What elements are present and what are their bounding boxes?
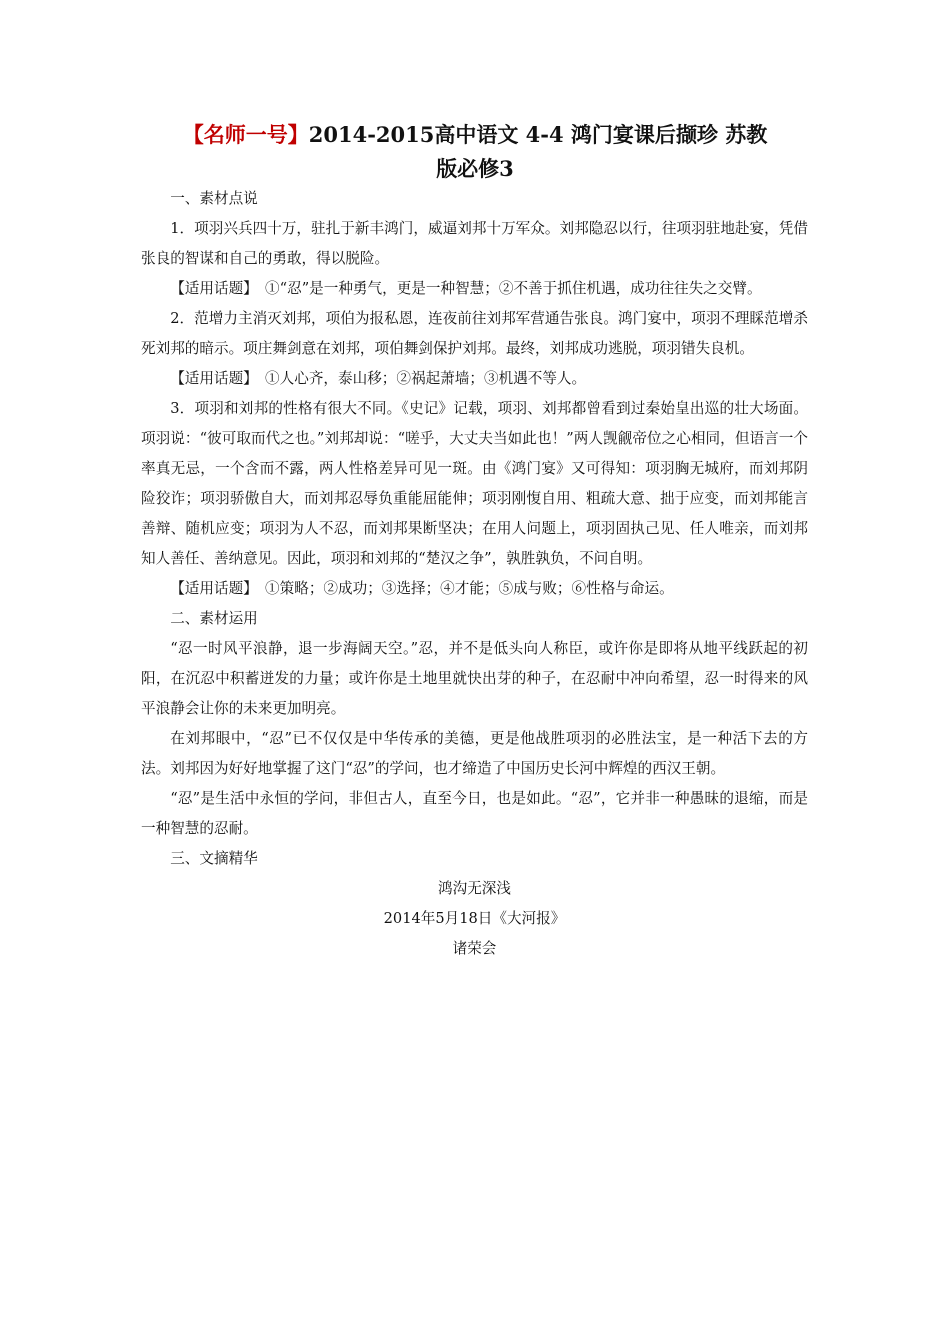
- usage-paragraph-3: “忍”是生活中永恒的学问，非但古人，直至今日，也是如此。“忍”，它并非一种愚昧的退缩，而是一种智慧的忍耐。: [141, 790, 808, 837]
- article-author: 诸荣会: [452, 940, 497, 957]
- title-text: 2014-2015高中语文 4-4 鸿门宴课后撷珍 苏教: [308, 122, 768, 147]
- section-heading-3: 三、文摘精华: [170, 850, 258, 867]
- material-paragraph-2: 2．范增力主消灭刘邦，项伯为报私恩，连夜前往刘邦军营通告张良。鸿门宴中，项羽不理睬范增杀死刘邦的暗示。项庄舞剑意在刘邦，项伯舞剑保护刘邦。最终，刘邦成功逃脱，项羽错失良机。: [141, 310, 808, 357]
- usage-paragraph-1: “忍一时风平浪静，退一步海阔天空。”忍，并不是低头向人称臣，或许你是即将从地平线跃起的初阳，在沉忍中积蓄迸发的力量；或许你是土地里就快出芽的种子，在忍耐中冲向希望，忍一时得来的风平浪静会让你的未来更加明亮。: [141, 640, 808, 717]
- topics-paragraph-3: 【适用话题】 ①策略；②成功；③选择；④才能；⑤成与败；⑥性格与命运。: [170, 580, 674, 597]
- usage-paragraph-2: 在刘邦眼中，“忍”已不仅仅是中华传承的美德，更是他战胜项羽的必胜法宝，是一种活下去的方法。刘邦因为好好地掌握了这门“忍”的学问，也才缔造了中国历史长河中辉煌的西汉王朝。: [141, 730, 808, 777]
- section-heading-2: 二、素材运用: [170, 610, 258, 627]
- topics-paragraph-1: 【适用话题】 ①“忍”是一种勇气，更是一种智慧；②不善于抓住机遇，成功往往失之交臂。: [170, 280, 762, 297]
- document-body: [141, 184, 808, 964]
- article-title: 鸿沟无深浅: [438, 880, 511, 897]
- material-paragraph-1: 1．项羽兴兵四十万，驻扎于新丰鸿门，威逼刘邦十万军众。刘邦隐忍以行，往项羽驻地赴宴，凭借张良的智谋和自己的勇敢，得以脱险。: [141, 220, 808, 267]
- article-source: 2014年5月18日《大河报》: [383, 910, 566, 927]
- section-heading-1: 一、素材点说: [170, 190, 258, 207]
- document-title-line1: [140, 118, 810, 152]
- topics-paragraph-2: 【适用话题】 ①人心齐，泰山移；②祸起萧墙；③机遇不等人。: [170, 370, 587, 387]
- brand-label: 【名师一号】: [182, 122, 309, 147]
- document-title-line2: 版必修3: [436, 156, 514, 181]
- material-paragraph-3: 3．项羽和刘邦的性格有很大不同。《史记》记载，项羽、刘邦都曾看到过秦始皇出巡的壮大场面。项羽说：“彼可取而代之也。”刘邦却说：“嗟乎，大丈夫当如此也！”两人觊觎帝位之心相同，但语言一个率真无忌，一个含而不露，两人性格差异可见一斑。由《鸿门宴》又可得知：项羽胸无城府，而刘邦阴险狡诈；项羽骄傲自大，而刘邦忍辱负重能屈能伸；项羽刚愎自用、粗疏大意、拙于应变，而刘邦能言善辩、随机应变；项羽为人不忍，而刘邦果断坚决；在用人问题上，项羽固执己见、任人唯亲，而刘邦知人善任、善纳意见。因此，项羽和刘邦的“楚汉之争”，孰胜孰负，不问自明。: [141, 400, 808, 567]
